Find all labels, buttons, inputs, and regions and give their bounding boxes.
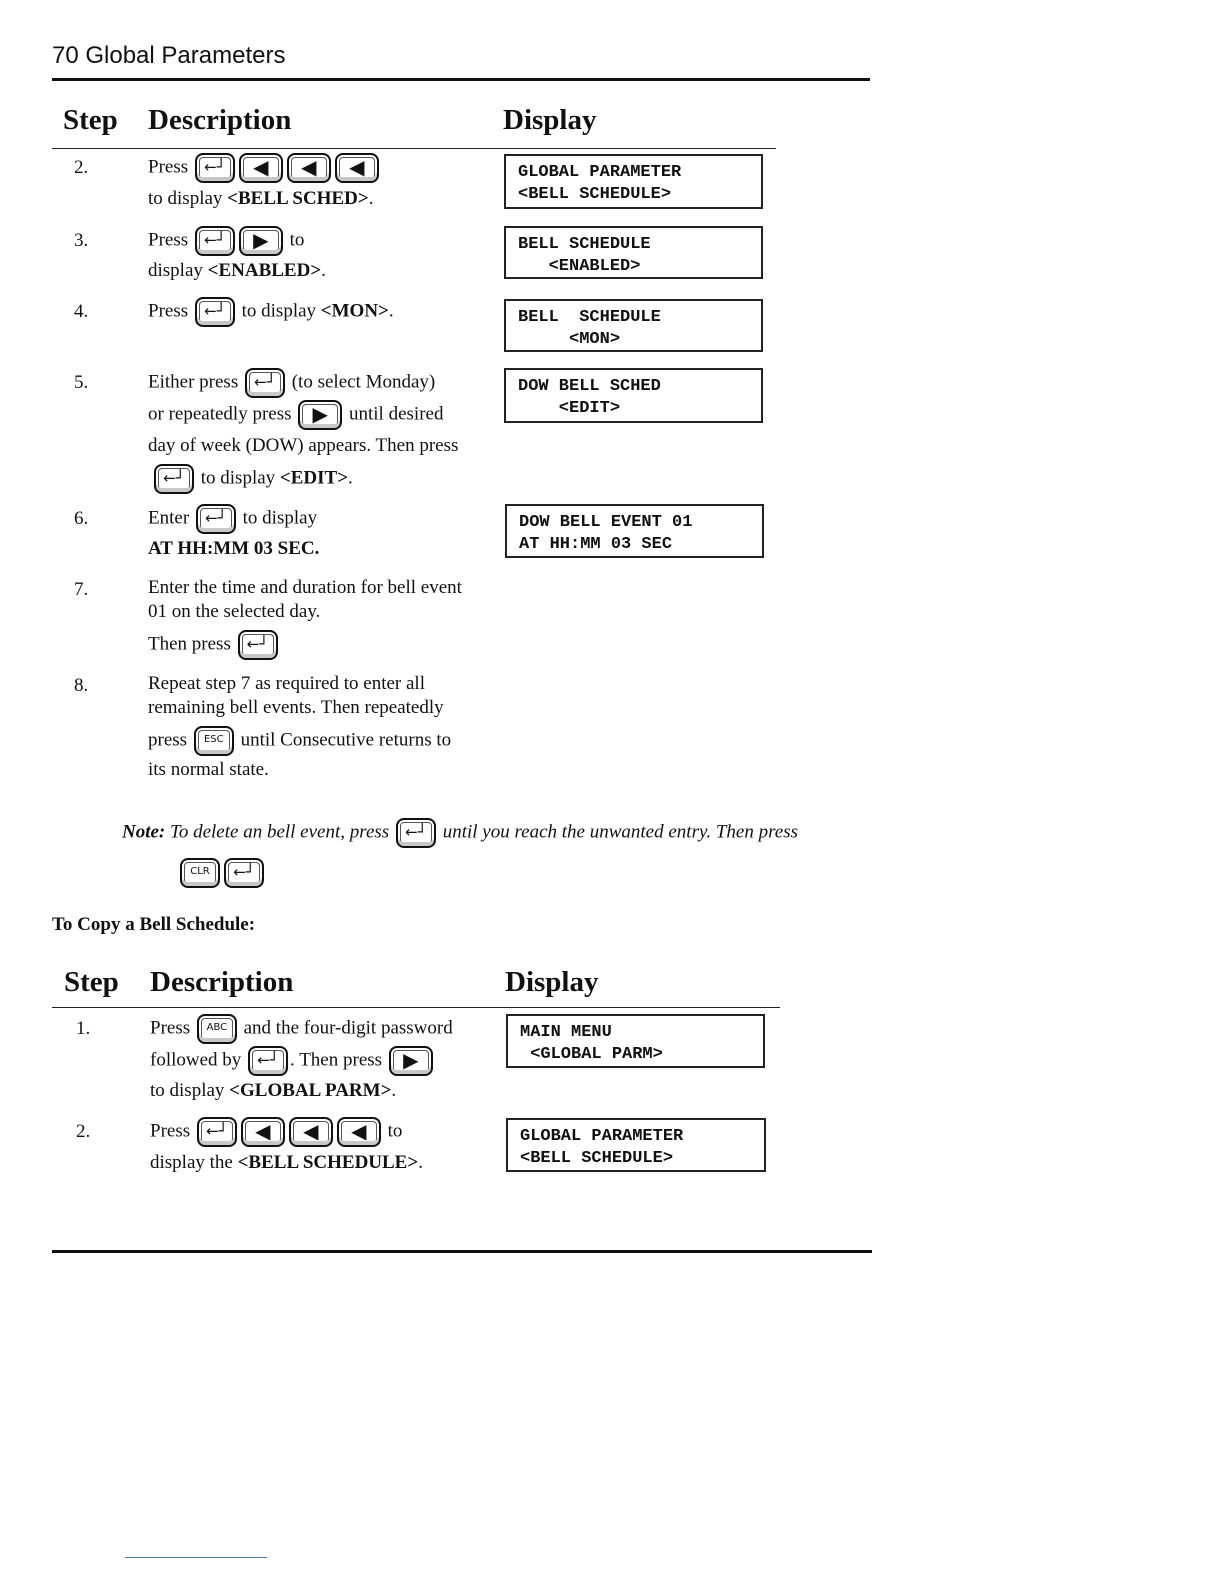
step-text: to	[387, 1120, 403, 1142]
step-number: 2.	[74, 157, 89, 178]
step-text: .	[348, 467, 353, 489]
note-label: Note:	[122, 821, 166, 843]
lcd-display: BELL SCHEDULE <ENABLED>	[504, 226, 763, 279]
note-text: To delete an bell event, press	[170, 821, 390, 843]
step-description	[148, 368, 435, 398]
step-text: to display	[241, 300, 321, 322]
step-text-bold: <BELL SCHEDULE>	[237, 1152, 419, 1173]
step-text: until desired	[349, 403, 444, 425]
footer-line	[125, 1557, 267, 1558]
step-text: to display	[148, 188, 228, 209]
left-arrow-key-icon: ◀	[241, 1117, 285, 1147]
left-arrow-key-icon: ◀	[289, 1117, 333, 1147]
lcd-display: DOW BELL EVENT 01 AT HH:MM 03 SEC	[505, 504, 764, 558]
enter-key-icon: ←┘	[396, 818, 436, 848]
step-text: Press	[148, 156, 189, 178]
table-divider	[52, 1007, 780, 1008]
step-description-line	[148, 400, 443, 430]
step-text-bold: <GLOBAL PARM>	[229, 1080, 392, 1101]
step-description	[150, 1117, 402, 1147]
step-text-bold: <ENABLED>	[207, 260, 322, 281]
step-description: Repeat step 7 as required to enter all	[148, 673, 425, 694]
step-description-line	[152, 464, 353, 494]
note-text: until you reach the unwanted entry. Then press	[442, 821, 799, 843]
left-arrow-key-icon: ◀	[239, 153, 283, 183]
step-description-line	[148, 537, 319, 561]
left-arrow-key-icon: ◀	[335, 153, 379, 183]
enter-key-icon: ←┘	[195, 226, 235, 256]
enter-key-icon: ←┘	[248, 1046, 288, 1076]
step-text: .	[418, 1152, 423, 1173]
step-text: until Consecutive returns to	[240, 729, 452, 751]
enter-key-icon: ←┘	[245, 368, 285, 398]
step-text: press	[148, 729, 188, 751]
step-text: followed by	[150, 1049, 242, 1071]
step-description-line	[150, 1151, 423, 1175]
step-description: Enter the time and duration for bell event	[148, 577, 462, 598]
step-description	[148, 226, 304, 256]
page-header: 70 Global Parameters	[52, 42, 286, 69]
enter-key-icon: ←┘	[154, 464, 194, 494]
lcd-display: DOW BELL SCHED <EDIT>	[504, 368, 763, 423]
enter-key-icon: ←┘	[195, 153, 235, 183]
step-description-line	[148, 259, 326, 283]
step-text-bold: <MON>	[320, 300, 389, 322]
step-number: 4.	[74, 301, 89, 322]
step-description	[150, 1014, 453, 1044]
col-step-heading: Step	[63, 104, 118, 136]
enter-key-icon: ←┘	[238, 630, 278, 660]
col-description-heading: Description	[148, 104, 292, 136]
esc-key-icon: ESC	[194, 726, 234, 756]
col-display-heading: Display	[503, 104, 597, 136]
lcd-display: GLOBAL PARAMETER <BELL SCHEDULE>	[504, 154, 763, 209]
clr-key-icon: CLR	[180, 858, 220, 888]
note-keys	[178, 858, 266, 888]
table-divider	[52, 148, 776, 149]
step-text: Press	[148, 229, 189, 251]
step-number: 3.	[74, 230, 89, 251]
lcd-display: MAIN MENU <GLOBAL PARM>	[506, 1014, 765, 1068]
lcd-display: GLOBAL PARAMETER <BELL SCHEDULE>	[506, 1118, 766, 1172]
step-text: display the	[150, 1152, 238, 1173]
enter-key-icon: ←┘	[197, 1117, 237, 1147]
step-number: 1.	[76, 1018, 91, 1039]
left-arrow-key-icon: ◀	[287, 153, 331, 183]
step-description-line	[150, 1079, 396, 1103]
step-text: .	[368, 188, 374, 209]
step-text-bold: <BELL SCHED>	[227, 188, 369, 209]
step-description-line	[148, 726, 451, 756]
step-text: Either press	[148, 371, 239, 393]
enter-key-icon: ←┘	[195, 297, 235, 327]
footer-rule	[52, 1250, 872, 1253]
step-description-line: remaining bell events. Then repeatedly	[148, 697, 444, 718]
step-text: to	[289, 229, 305, 251]
step-description-line: its normal state.	[148, 759, 269, 780]
step-description	[148, 153, 381, 183]
step-description	[148, 504, 317, 534]
step-text: Then press	[148, 633, 231, 655]
step-text: .	[388, 300, 394, 322]
step-number: 8.	[74, 675, 89, 696]
step-text: to display	[150, 1080, 230, 1101]
step-text-bold: <EDIT>	[279, 467, 349, 489]
step-number: 2.	[76, 1121, 91, 1142]
step-number: 7.	[74, 579, 89, 600]
enter-key-icon: ←┘	[224, 858, 264, 888]
step-text: display	[148, 260, 208, 281]
left-arrow-key-icon: ◀	[337, 1117, 381, 1147]
right-arrow-key-icon: ▶	[389, 1046, 433, 1076]
note	[122, 818, 798, 848]
step-text: Enter	[148, 507, 190, 529]
step-text: Press	[150, 1017, 191, 1039]
abc-key-icon: ABC	[197, 1014, 237, 1044]
step-text: .	[321, 260, 326, 281]
enter-key-icon: ←┘	[196, 504, 236, 534]
step-text: .	[391, 1080, 397, 1101]
step-description-line: day of week (DOW) appears. Then press	[148, 435, 459, 456]
lcd-display: BELL SCHEDULE <MON>	[504, 299, 763, 352]
right-arrow-key-icon: ▶	[298, 400, 342, 430]
step-text-bold: AT HH:MM 03 SEC.	[148, 538, 320, 559]
step-text: Press	[150, 1120, 191, 1142]
step-number: 6.	[74, 508, 89, 529]
col-display-heading: Display	[505, 966, 599, 998]
step-description-line	[148, 187, 373, 211]
col-description-heading: Description	[150, 966, 294, 998]
step-description-line	[148, 630, 280, 660]
step-description	[148, 297, 394, 327]
col-step-heading: Step	[64, 966, 119, 998]
step-description-line: 01 on the selected day.	[148, 601, 321, 622]
step-text: to display	[200, 467, 280, 489]
section-heading: To Copy a Bell Schedule:	[52, 914, 256, 935]
step-text: . Then press	[290, 1049, 383, 1071]
step-text: to display	[242, 507, 318, 529]
right-arrow-key-icon: ▶	[239, 226, 283, 256]
step-number: 5.	[74, 372, 89, 393]
step-text: and the four-digit password	[243, 1017, 453, 1039]
header-rule	[52, 78, 870, 81]
step-text: or repeatedly press	[148, 403, 292, 425]
step-text: Press	[148, 300, 189, 322]
step-description-line	[150, 1046, 435, 1076]
step-text: (to select Monday)	[291, 371, 436, 393]
